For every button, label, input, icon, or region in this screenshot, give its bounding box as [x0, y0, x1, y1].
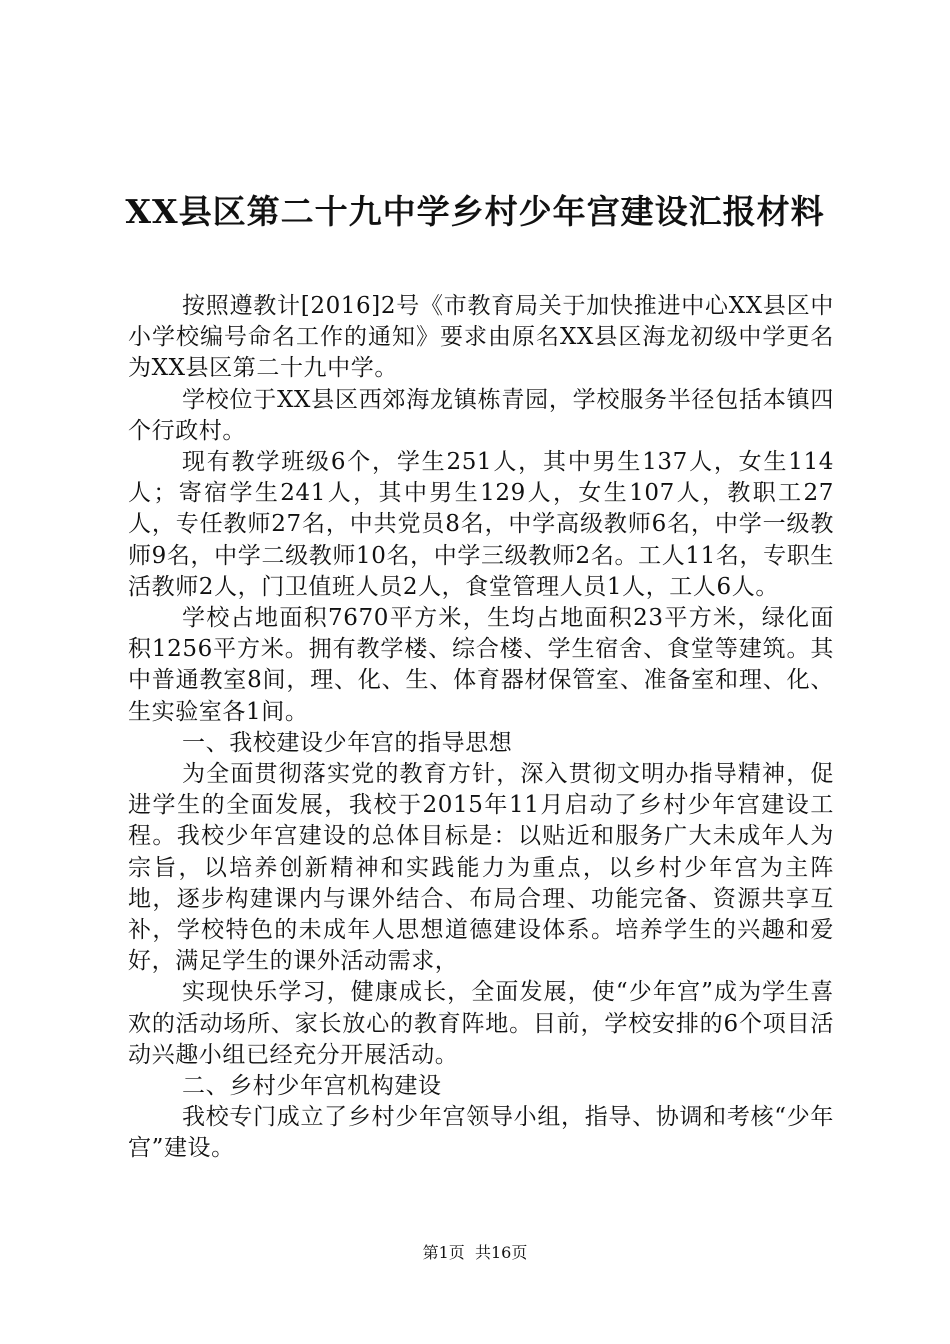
section-heading-guiding-ideology: 一、我校建设少年宫的指导思想 — [182, 729, 513, 756]
paragraph-renaming: 按照遵教计[2016]2号《市教育局关于加快推进中心XX县区中小学校编号命名工作的通知》要求由原名XX县区海龙初级中学更名为XX县区第二十九中学。 — [128, 293, 834, 382]
page-footer — [0, 1243, 950, 1263]
document-title: XX县区第二十九中学乡村少年宫建设汇报材料 — [125, 192, 825, 231]
page-total: 共16页 — [474, 1243, 528, 1262]
paragraph-campus-area: 学校占地面积7670平方米，生均占地面积23平方米，绿化面积1256平方米。拥有教学楼、综合楼、学生宿舍、食堂等建筑。其中普通教室8间，理、化、生、体育器材保管室、准备室和理、化、生实验室各1间。 — [128, 605, 834, 725]
paragraph-goals: 实现快乐学习，健康成长，全面发展，使“少年宫”成为学生喜欢的活动场所、家长放心的教育阵地。目前，学校安排的6个项目活动兴趣小组已经充分开展活动。 — [128, 979, 834, 1068]
paragraph-staff-students: 现有教学班级6个，学生251人，其中男生137人，女生114人；寄宿学生241人，其中男生129人，女生107人，教职工27人，专任教师27名，中共党员8名，中学高级教师6名，中学一级教师9名，中学二级教师10名，中学三级教师2名。工人11名，专职生活教师2人，门卫值班人员2人，食堂管理人员1人，工人6人。 — [128, 449, 834, 600]
paragraph-guiding-ideology: 为全面贯彻落实党的教育方针，深入贯彻文明办指导精神，促进学生的全面发展，我校于2015年11月启动了乡村少年宫建设工程。我校少年宫建设的总体目标是：以贴近和服务广大未成年人为宗旨，以培养创新精神和实践能力为重点，以乡村少年宫为主阵地，逐步构建课内与课外结合、布局合理、功能完备、资源共享互补，学校特色的未成年人思想道德建设体系。培养学生的兴趣和爱好，满足学生的课外活动需求， — [128, 761, 834, 975]
section-heading-organization: 二、乡村少年宫机构建设 — [182, 1073, 442, 1100]
paragraph-location: 学校位于XX县区西郊海龙镇栋青园，学校服务半径包括本镇四个行政村。 — [128, 386, 834, 444]
page-number: 第1页 — [422, 1243, 465, 1262]
paragraph-leadership-group: 我校专门成立了乡村少年宫领导小组，指导、协调和考核“少年宫”建设。 — [128, 1104, 834, 1162]
document-body — [128, 291, 834, 1165]
